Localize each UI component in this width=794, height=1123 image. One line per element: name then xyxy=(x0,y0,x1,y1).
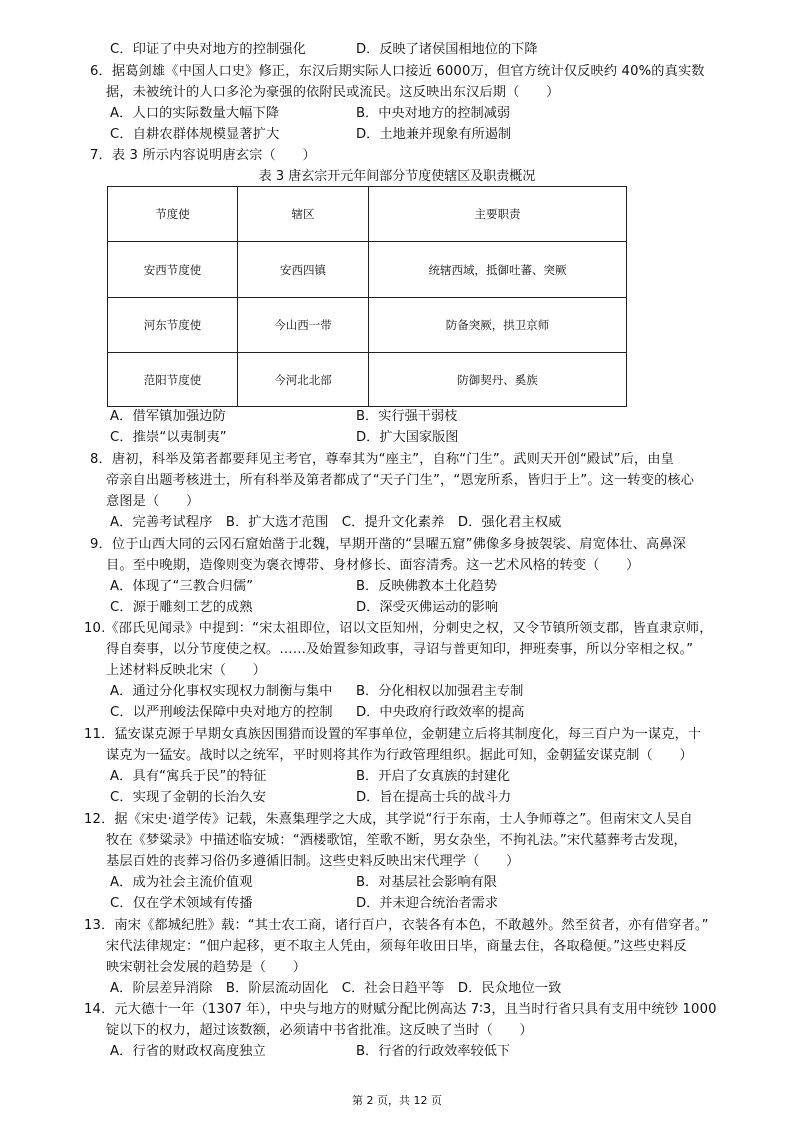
q9-option-d: D．深受灭佛运动的影响 xyxy=(356,600,499,615)
q12-option-b: B．对基层社会影响有限 xyxy=(356,875,497,890)
table-cell: 防备突厥，拱卫京师 xyxy=(369,298,627,353)
q13-stem-line3: 映宋朝社会发展的趋势是（ ） xyxy=(106,960,307,975)
table-header-cell: 主要职责 xyxy=(369,187,627,242)
q14-stem-line2: 锭以下的权力，超过该数额，必须请中书省批准。这反映了当时（ ） xyxy=(106,1023,533,1038)
table-header-cell: 辖区 xyxy=(238,187,369,242)
q9-stem-line1: 9．位于山西大同的云冈石窟始凿于北魏，早期开凿的“昙曜五窟”佛像多身披袈裟、肩宽体壮、高鼻深 xyxy=(90,537,687,552)
table-cell: 今河北北部 xyxy=(238,353,369,407)
q13-options: A．阶层差异消除 B．阶层流动固化 C．社会日趋平等 D．民众地位一致 xyxy=(110,981,562,996)
q10-option-a: A．通过分化事权实现权力制衡与集中 xyxy=(110,684,333,699)
q10-option-c: C．以严刑峻法保障中央对地方的控制 xyxy=(110,705,333,720)
q6-stem-line1: 6．据葛剑雄《中国人口史》修正，东汉后期实际人口接近 6000万，但官方统计仅反映约 40%的真实数 xyxy=(90,64,705,79)
table-cell: 安西四镇 xyxy=(238,242,369,298)
table-row xyxy=(108,353,627,407)
q14-option-a: A．行省的财政权高度独立 xyxy=(110,1044,266,1059)
table-row xyxy=(108,298,627,353)
table3 xyxy=(107,186,627,407)
q6-option-d: D．土地兼并现象有所遏制 xyxy=(356,127,512,142)
table-header-cell: 节度使 xyxy=(108,187,238,242)
table-cell: 河东节度使 xyxy=(108,298,238,353)
q9-option-c: C．源于雕刻工艺的成熟 xyxy=(110,600,253,615)
table-cell: 防御契丹、奚族 xyxy=(369,353,627,407)
table-cell: 范阳节度使 xyxy=(108,353,238,407)
q12-option-a: A．成为社会主流价值观 xyxy=(110,875,253,890)
q13-stem-line2: 宋代法律规定：“佃户起移，更不取主人凭由，须每年收田日毕，商量去住，各取稳便。”这些史料反 xyxy=(106,939,687,954)
q8-stem-line2: 帝亲自出题考核进士，所有科举及第者都成了“天子门生”，“恩宠所系，皆归于上”。这一转变的核心 xyxy=(106,473,695,488)
table3-caption: 表 3 唐玄宗开元年间部分节度使辖区及职责概况 xyxy=(258,169,536,184)
q5-option-c: C．印证了中央对地方的控制强化 xyxy=(110,42,307,57)
table-cell: 安西节度使 xyxy=(108,242,238,298)
q12-stem-line3: 基层百姓的丧葬习俗仍多遵循旧制。这些史料反映出宋代理学（ ） xyxy=(106,854,520,869)
q6-option-b: B．中央对地方的控制减弱 xyxy=(356,106,511,121)
q14-option-b: B．行省的行政效率较低下 xyxy=(356,1044,511,1059)
q6-option-c: C．自耕农群体规模显著扩大 xyxy=(110,127,280,142)
q11-stem-line1: 11．猛安谋克源于早期女真族因围猎而设置的军事单位，金朝建立后将其制度化，每三百户为一谋克，十 xyxy=(84,727,702,742)
q11-option-b: B．开启了女真族的封建化 xyxy=(356,769,511,784)
q10-stem-line2: 得自奏事，以分节度使之权。……及始置参知政事，寻诏与普更知印，押班奏事，所以分宰相之权。” xyxy=(106,642,694,657)
q8-options: A．完善考试程序 B．扩大选才范围 C．提升文化素养 D．强化君主权威 xyxy=(110,515,562,530)
q14-stem-line1: 14．元大德十一年（1307 年），中央与地方的财赋分配比例高达 7∶3，且当时行省只具有支用中统钞 1000 xyxy=(84,1002,717,1017)
q7-option-d: D．扩大国家版图 xyxy=(356,430,459,445)
q12-option-d: D．并未迎合统治者需求 xyxy=(356,896,499,911)
q7-stem: 7．表 3 所示内容说明唐玄宗（ ） xyxy=(90,148,316,163)
q10-stem-line1: 10.《邵氏见闻录》中提到：“宋太祖即位，诏以文臣知州，分刺史之权，又令节镇所领支郡，皆直隶京师， xyxy=(84,621,713,636)
table-row xyxy=(108,242,627,298)
q8-stem-line3: 意图是（ ） xyxy=(106,494,200,509)
q9-stem-line2: 目。至中晚期，造像则变为褒衣博带、身材修长、面容清秀。这一艺术风格的转变（ ） xyxy=(106,558,640,573)
q12-option-c: C．仅在学术领域有传播 xyxy=(110,896,253,911)
q7-option-a: A．借军镇加强边防 xyxy=(110,409,226,424)
q5-option-d: D．反映了诸侯国相地位的下降 xyxy=(356,42,538,57)
q13-stem-line1: 13．南宋《都城纪胜》载：“其士农工商，诸行百户，衣装各有本色，不敢越外。然至贫者，亦有借穿者。” xyxy=(84,918,709,933)
q11-option-a: A．具有“寓兵于民”的特征 xyxy=(110,769,267,784)
q11-stem-line2: 谋克为一猛安。战时以之统军，平时则将其作为行政管理组织。据此可知，金朝猛安谋克制（ ） xyxy=(106,748,693,763)
q12-stem-line1: 12．据《宋史·道学传》记载，朱熹集理学之大成，其学说“行于东南，士人争师尊之”。但南宋文人吴自 xyxy=(84,812,693,827)
q9-option-b: B．反映佛教本土化趋势 xyxy=(356,579,497,594)
q11-option-d: D．旨在提高士兵的战斗力 xyxy=(356,790,512,805)
q11-option-c: C．实现了金朝的长治久安 xyxy=(110,790,267,805)
q10-option-b: B．分化相权以加强君主专制 xyxy=(356,684,524,699)
q10-stem-line3: 上述材料反映北宋（ ） xyxy=(106,663,267,678)
q10-option-d: D．中央政府行政效率的提高 xyxy=(356,705,525,720)
page-number-footer: 第 2 页，共 12 页 xyxy=(352,1094,442,1107)
q6-option-a: A．人口的实际数量大幅下降 xyxy=(110,106,280,121)
q9-option-a: A．体现了“三教合归儒” xyxy=(110,579,254,594)
q7-option-b: B．实行强干弱枝 xyxy=(356,409,458,424)
q8-stem-line1: 8．唐初，科举及第者都要拜见主考官，尊奉其为“座主”，自称“门生”。武则天开创“殿试”后，由皇 xyxy=(90,452,674,467)
table-cell: 统辖西域，抵御吐蕃、突厥 xyxy=(369,242,627,298)
table-cell: 今山西一带 xyxy=(238,298,369,353)
q12-stem-line2: 牧在《梦粱录》中描述临安城：“酒楼歌馆，笙歌不断，男女杂坐，不拘礼法。”宋代墓葬考古发现， xyxy=(106,833,687,848)
q7-option-c: C．推崇“以夷制夷” xyxy=(110,430,227,445)
q6-stem-line2: 据，未被统计的人口多沦为豪强的依附民或流民。这反映出东汉后期（ ） xyxy=(106,85,560,100)
table-header-row xyxy=(108,187,627,242)
